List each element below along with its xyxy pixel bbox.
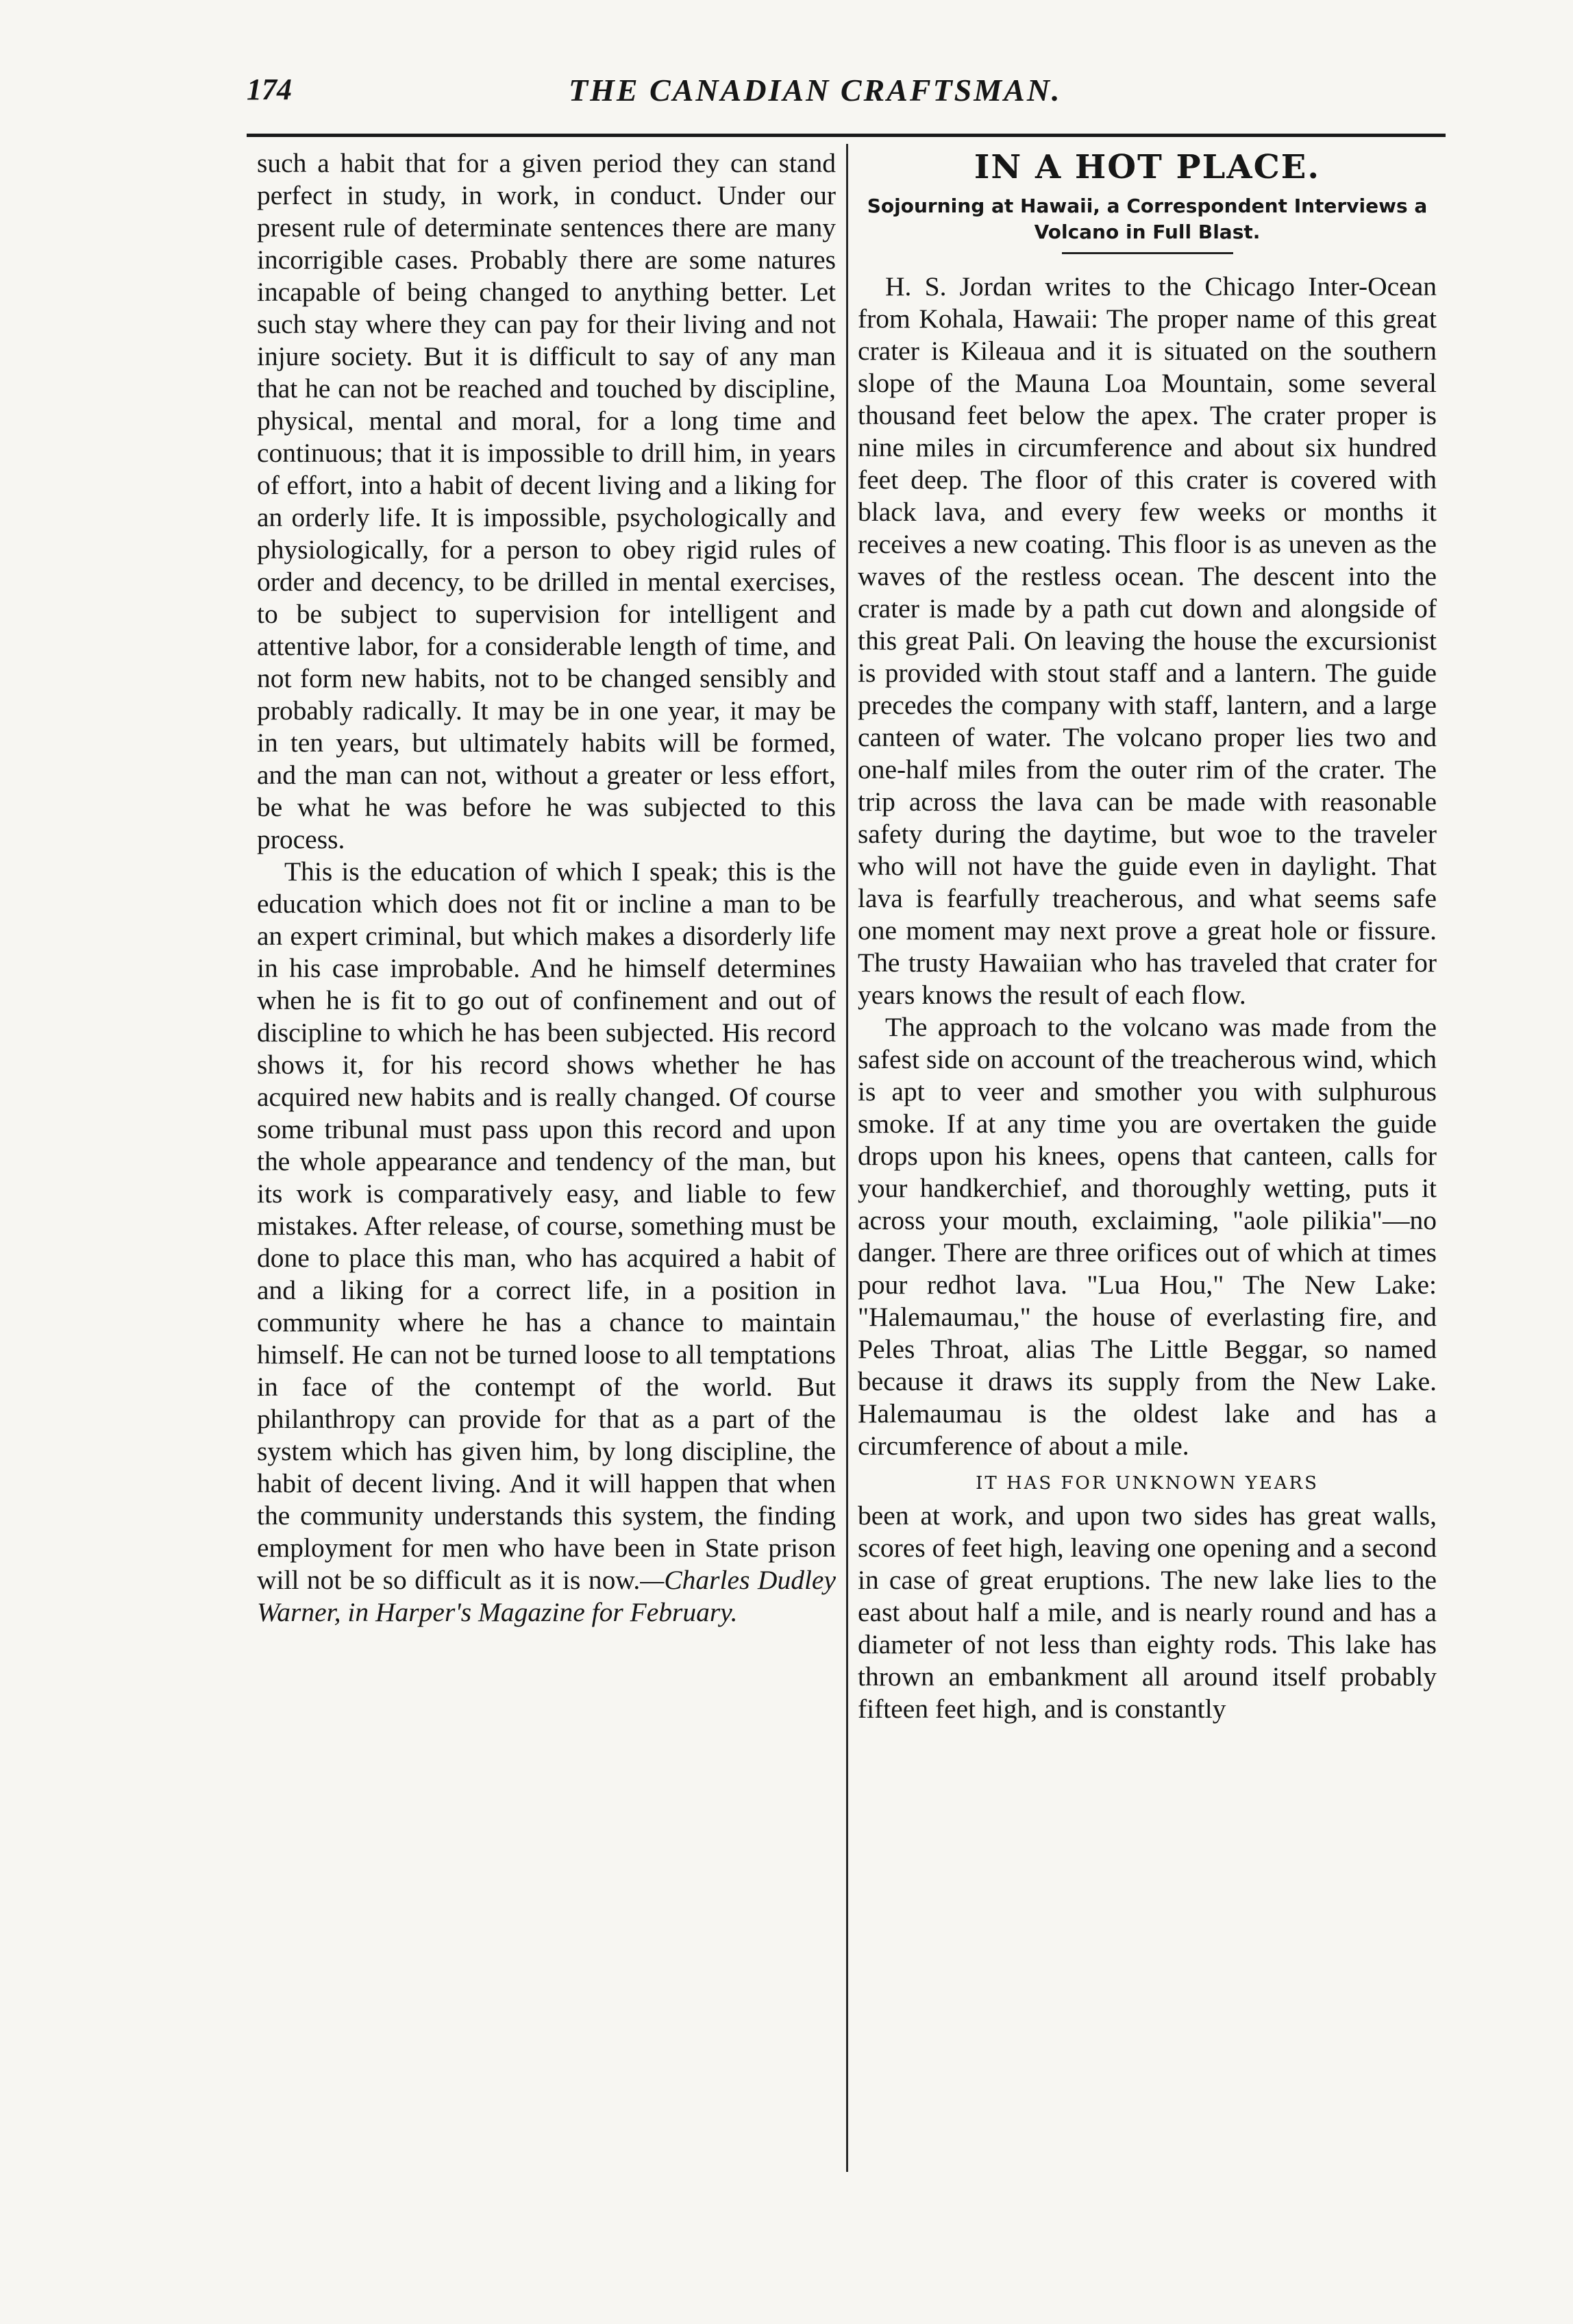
section-subheading: IT HAS FOR UNKNOWN YEARS [976, 1473, 1319, 1494]
left-paragraph-1: such a habit that for a given period they can stand perfect in study, in work, in conduct. Under our present rule of determinate sentences there are many incorrigible cases. Probably there are some natures incapable of being changed to anything better. Let such stay where they can pay for their living and not injure society. But it is difficult to say of any man that he can not be reached and touched by discipline, physical, mental and moral, for a long time and continuous; that it is impossible to drill him, in years of effort, into a habit of decent living and a liking for an orderly life. It is impossible, psychologically and physiologically, for a person to obey rigid rules of order and decency, to be drilled in mental exercises, to be subject to supervision for intelligent and attentive labor, for a considerable length of time, and not form new habits, not to be changed sensibly and probably radically. It may be in one year, it may be in ten years, but ultimately habits will be formed, and the man can not, without a greater or less effort, be what he was before he was subjected to this process. [257, 148, 836, 854]
right-paragraph-1: H. S. Jordan writes to the Chicago Inter-Ocean from Kohala, Hawaii: The proper name of this great crater is Kileaua and it is situated on the southern slope of the Mauna Loa Mountain, some several thousand feet below the apex. The crater proper is nine miles in circumference and about six hundred feet deep. The floor of this crater is covered with black lava, and every few weeks or months it receives a new coating. This floor is as uneven as the waves of the restless ocean. The descent into the crater is made by a path cut down and alongside of this great Pali. On leaving the house the excursionist is provided with stout staff and a lantern. The guide precedes the company with staff, lantern, and a large canteen of water. The volcano proper lies two and one-half miles from the outer rim of the crater. The trip across the lava can be made with reasonable safety during the daytime, but woe to the traveler who will not have the guide even in daylight. That lava is fearfully treacherous, and what seems safe one moment may next prove a great hole or fissure. The trusty Hawaiian who has traveled that crater for years knows the result of each flow. [858, 271, 1437, 1010]
right-column [858, 147, 1437, 1725]
running-head: THE CANADIAN CRAFTSMAN. [569, 73, 1062, 108]
header-rule [247, 134, 1446, 137]
page-number: 174 [247, 73, 292, 106]
headline-rule [1062, 252, 1233, 254]
page-header [247, 72, 1446, 120]
left-column [257, 147, 836, 1629]
column-divider [846, 144, 848, 2172]
right-paragraph-3: been at work, and upon two sides has great walls, scores of feet high, leaving one opening and a second in case of great eruptions. The new lake lies to the east about half a mile, and is nearly round and has a diameter of not less than eighty rods. This lake has thrown an embankment all around itself probably fifteen feet high, and is constantly [858, 1500, 1437, 1724]
left-paragraph-2-text: This is the education of which I speak; this is the education which does not fit or incline a man to be an expert criminal, but which makes a disorderly life in his case improbable. And he himself determines when he is fit to go out of confinement and out of discipline to which he has been subjected. His record shows it, for his record shows whether he has acquired new habits and is really changed. Of course some tribunal must pass upon this record and upon the whole appearance and tendency of the man, but its work is comparatively easy, and liable to few mistakes. After release, of course, something must be done to place this man, who has acquired a habit of and a liking for a correct life, in a position in community where he has a chance to maintain himself. He can not be turned loose to all temptations in face of the contempt of the world. But philanthropy can provide for that as a part of the system which has given him, by long discipline, the habit of decent living. And it will happen that when the community understands this system, the finding employment for men who have been in State prison will not be so difficult as it is now. [257, 856, 836, 1595]
right-paragraph-2: The approach to the volcano was made from the safest side on account of the treacherous wind, which is apt to veer and smother you with sulphurous smoke. If at any time you are overtaken the guide drops upon his knees, opens that canteen, calls for your handkerchief, and thoroughly wetting, puts it across your mouth, exclaiming, "aole pilikia"—no danger. There are three orifices out of which at times pour redhot lava. "Lua Hou," The New Lake: "Halemaumau," the house of everlasting fire, and Peles Throat, alias The Little Beggar, so named because it draws its supply from the New Lake. Halemaumau is the oldest lake and has a circumference of about a mile. [858, 1012, 1437, 1461]
left-paragraph-2 [257, 856, 836, 1629]
article-subhead: Sojourning at Hawaii, a Correspondent Interviews a Volcano in Full Blast. [867, 195, 1428, 243]
article-headline: IN A HOT PLACE. [974, 148, 1321, 186]
attribution: —Charles Dudley Warner, in Harper's Magazine for February. [257, 1565, 836, 1627]
